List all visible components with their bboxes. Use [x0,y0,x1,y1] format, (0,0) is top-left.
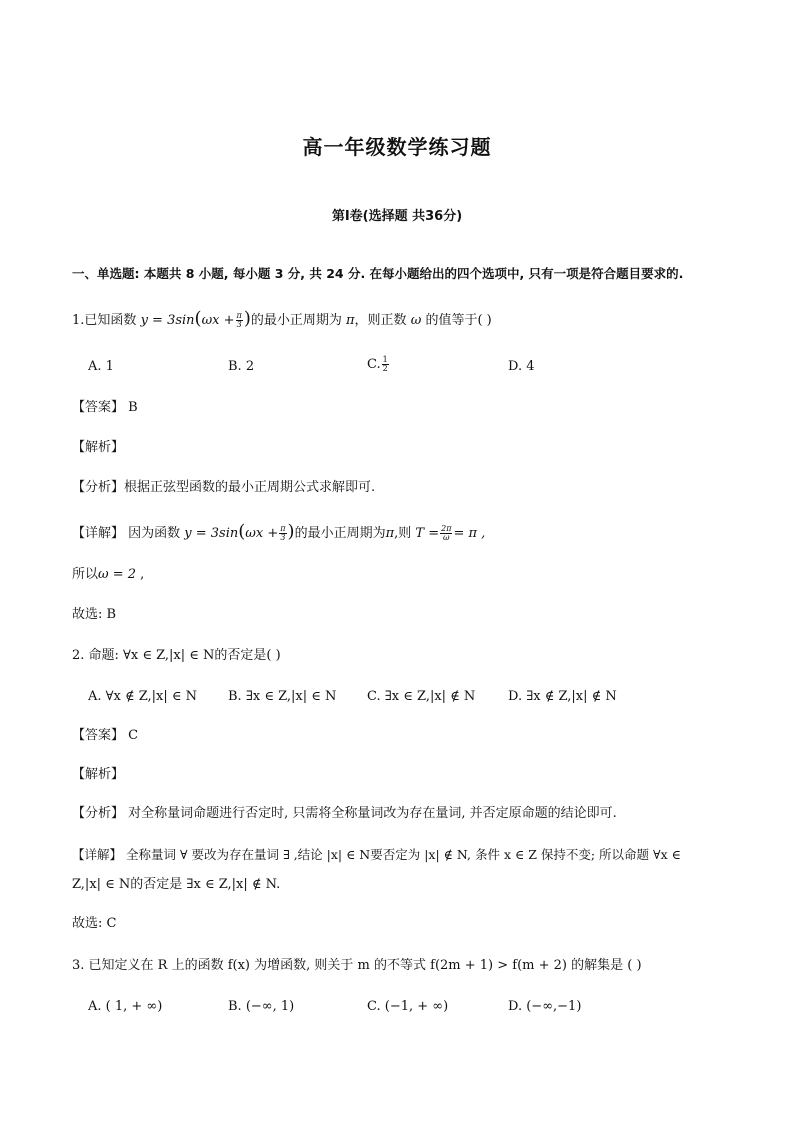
stem-text: 已知函数 [84,313,137,328]
analysis-fenxi: 【分析】根据正弦型函数的最小正周期公式求解即可. [72,480,376,495]
option-a[interactable]: A. ( 1, + ∞) [88,999,163,1014]
fraction: $\frac{\pi}{3}$ [236,311,242,329]
fraction: $\frac{1}{2}$ [382,355,388,373]
option-a[interactable]: A. 1 [88,359,114,374]
option-b[interactable]: B. ∃x ∈ Z,|x| ∈ N [228,689,337,704]
fraction: $\frac{\pi}{3}$ [280,524,286,542]
option-c[interactable]: C. ∃x ∈ Z,|x| ∉ N [367,689,476,704]
final-choice: 故选: B [72,607,117,622]
final-choice: 故选: C [72,916,117,931]
math-pi: π [346,313,355,328]
page-title: 高一年级数学练习题 [302,135,492,159]
section-heading: 一、单选题: 本题共 8 小题, 每小题 3 分, 共 24 分. 在每小题给出的四个选项中, 只有一项是符合题目要求的. [72,266,684,281]
question-2-stem: 2. 命题: ∀x ∈ Z,|x| ∈ N的否定是( ) [72,648,281,663]
option-d[interactable]: D. 4 [508,359,535,374]
analysis-fenxi: 【分析】 对全称量词命题进行否定时, 只需将全称量词改为存在量词, 并否定原命题的结论即可. [72,806,617,821]
stem-text: 的最小正周期为 [250,313,342,328]
math-omega: ω [410,313,422,328]
option-b[interactable]: B. (−∞, 1) [228,999,295,1014]
question-number: 1. [72,313,85,328]
conclusion-line: 所以ω = 2 , [72,567,145,582]
fraction: $\frac{2\pi}{\omega}$ [441,524,452,542]
stem-text: 的值等于( ) [425,313,492,328]
section-subtitle: 第Ⅰ卷(选择题 共36分) [331,209,463,224]
question-3-stem: 3. 已知定义在 R 上的函数 f(x) 为增函数, 则关于 m 的不等式 f(2m + 1) > f(m + 2) 的解集是 ( ) [72,958,642,973]
option-d[interactable]: D. ∃x ∉ Z,|x| ∉ N [508,689,617,704]
period-expression: T = $\frac{2\pi}{\omega}$ = π , [415,524,486,542]
option-c[interactable]: C. $\frac{1}{2}$ [367,355,388,373]
stem-text: ，则正数 [354,313,407,328]
analysis-xiangjie: 【详解】 全称量词 ∀ 要改为存在量词 ∃ ,结论 |x| ∈ N要否定为 |x| ∉ N, 条件 x ∈ Z 保持不变; 所以命题 ∀x ∈ [72,847,681,862]
answer-label: 【答案】 C [72,728,139,743]
function-expression: y = 3sin(ωx + $\frac{\pi}{3}$ ) [184,521,295,542]
answer-label: 【答案】 B [72,400,138,415]
analysis-label: 【解析】 [72,440,125,455]
analysis-label: 【解析】 [72,767,125,782]
option-b[interactable]: B. 2 [228,359,255,374]
option-a[interactable]: A. ∀x ∉ Z,|x| ∈ N [88,689,198,704]
function-expression: y = 3sin(ωx + $\frac{\pi}{3}$ ) [140,308,251,329]
option-c[interactable]: C. (−1, + ∞) [367,999,449,1014]
analysis-xiangjie: 【详解】 因为函数 y = 3sin(ωx + $\frac{\pi}{3}$ )的最小正周期为π,则 T = $\frac{2\pi}{\omega}$ = π , [72,521,486,542]
option-d[interactable]: D. (−∞,−1) [508,999,582,1014]
question-1-stem [72,310,492,330]
analysis-xiangjie-cont: Z,|x| ∈ N的否定是 ∃x ∈ Z,|x| ∉ N. [72,877,281,892]
